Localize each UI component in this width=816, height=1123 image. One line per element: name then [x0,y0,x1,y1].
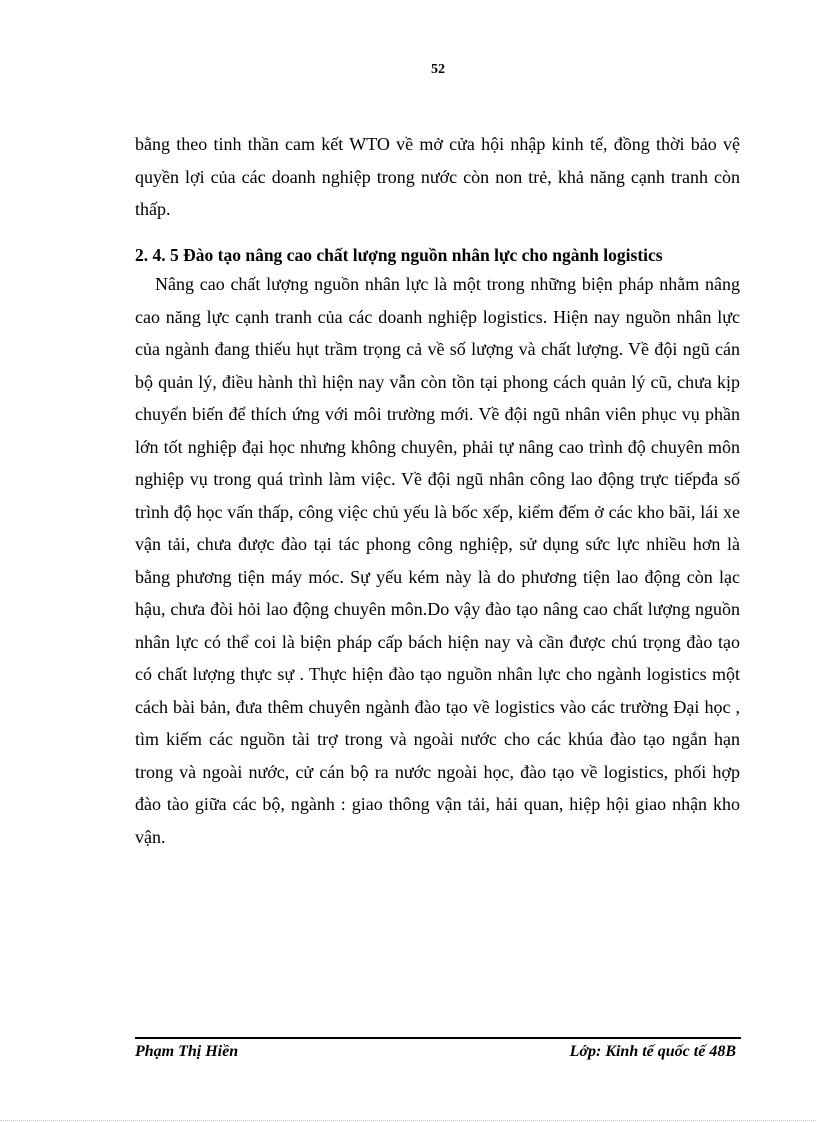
page-number: 52 [431,62,445,77]
section-heading: 2. 4. 5 Đào tạo nâng cao chất lượng nguồn nhân lực cho ngành logistics [135,245,663,265]
paragraph-main: Nâng cao chất lượng nguồn nhân lực là một trong những biện pháp nhằm nâng cao năng lực cạnh tranh của các doanh nghiệp logistics. Hiện nay nguồn nhân lực của ngành đang thiếu hụt trầm trọng cả về số lượng và chất lượng. Về đội ngũ cán bộ quản lý, điều hành thì hiện nay vẫn còn tồn tại phong cách quản lý cũ, chưa kịp chuyển biến để thích ứng với môi trường mới. Về đội ngũ nhân viên phục vụ phần lớn tốt nghiệp đại học nhưng không chuyên, phải tự nâng cao trình độ chuyên môn nghiệp vụ trong quá trình làm việc. Về đội ngũ nhân công lao động trực tiếpđa số trình độ học vấn thấp, công việc chủ yếu là bốc xếp, kiểm đếm ở các kho bãi, lái xe vận tải, chưa được đào tại tác phong công nghiệp, sử dụng sức lực nhiều hơn là bằng phương tiện máy móc. Sự yếu kém này là do phương tiện lao động còn lạc hậu, chưa đòi hỏi lao động chuyên môn.Do vậy đào tạo nâng cao chất lượng nguồn nhân lực có thể coi là biện pháp cấp bách hiện nay và cần được chú trọng đào tạo có chất lượng thực sự . Thực hiện đào tạo nguồn nhân lực cho ngành logistics một cách bài bản, đưa thêm chuyên ngành đào tạo về logistics vào các trường Đại học , tìm kiếm các nguồn tài trợ trong và ngoài nước cho các khúa đào tạo ngắn hạn trong và ngoài nước, cử cán bộ ra nước ngoài học, đào tạo về logistics, phối hợp đào tào giữa các bộ, ngành : giao thông vận tải, hải quan, hiệp hội giao nhận kho vận. [135,274,740,847]
footer-author: Phạm Thị Hiền [135,1043,239,1060]
footer-divider [135,1037,741,1039]
paragraph-continuation: bằng theo tinh thần cam kết WTO về mở cửa hội nhập kinh tế, đồng thời bảo vệ quyền lợi của các doanh nghiệp trong nước còn non trẻ, khả năng cạnh tranh còn thấp. [135,134,740,219]
footer-class: Lớp: Kinh tế quốc tế 48B [569,1043,736,1060]
page-bottom-border [0,1120,816,1121]
